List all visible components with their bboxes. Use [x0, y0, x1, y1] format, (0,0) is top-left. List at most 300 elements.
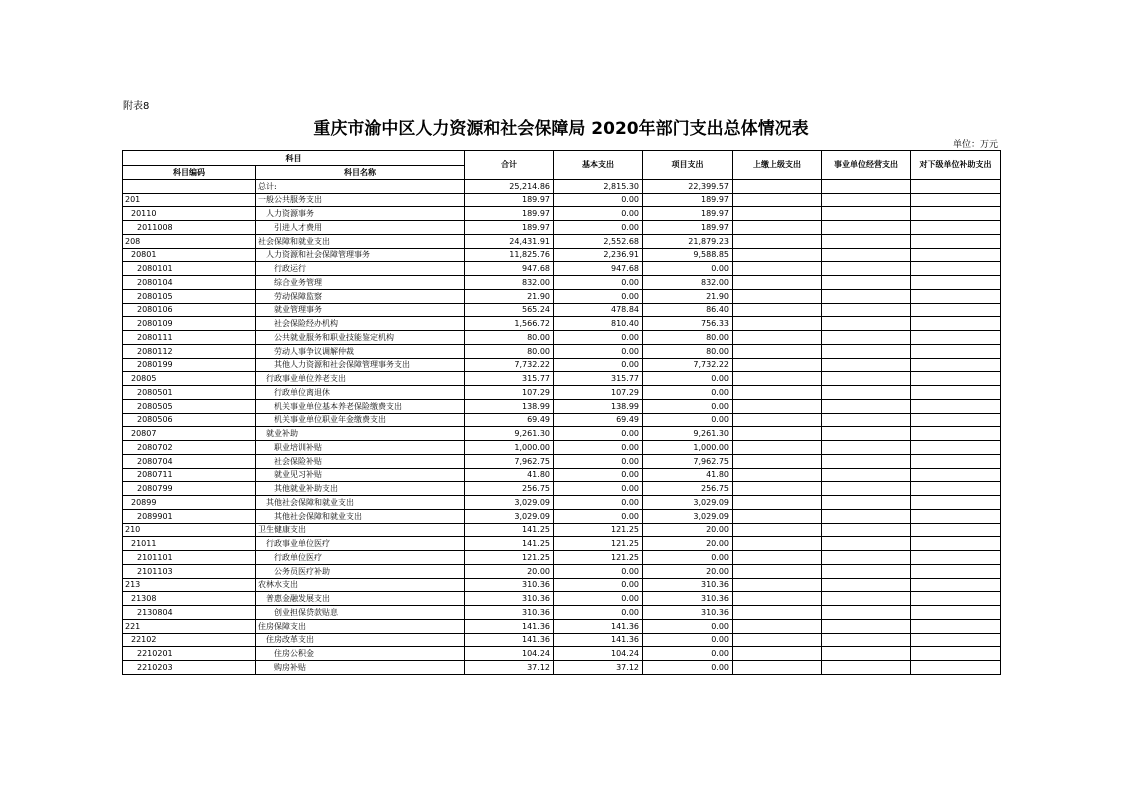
cell-subsidy	[911, 289, 1001, 303]
cell-subsidy	[911, 661, 1001, 675]
cell-name: 住房保障支出	[256, 619, 465, 633]
cell-name: 其他就业补助支出	[256, 482, 465, 496]
cell-upper	[733, 606, 822, 620]
cell-subsidy	[911, 317, 1001, 331]
cell-name: 住房改革支出	[256, 633, 465, 647]
cell-subsidy	[911, 441, 1001, 455]
cell-upper	[733, 386, 822, 400]
table-row	[123, 179, 1001, 193]
table-body	[123, 179, 1001, 674]
cell-total: 189.97	[465, 221, 554, 235]
cell-basic: 121.25	[554, 551, 643, 565]
cell-project: 22,399.57	[643, 179, 733, 193]
cell-total: 138.99	[465, 399, 554, 413]
cell-project: 0.00	[643, 619, 733, 633]
cell-upper	[733, 234, 822, 248]
cell-code: 22102	[123, 633, 256, 647]
page-title: 重庆市渝中区人力资源和社会保障局 2020年部门支出总体情况表	[313, 119, 809, 139]
cell-code: 2080109	[123, 317, 256, 331]
cell-project: 7,962.75	[643, 454, 733, 468]
cell-name: 劳动保障监察	[256, 289, 465, 303]
cell-subsidy	[911, 207, 1001, 221]
cell-business	[822, 248, 911, 262]
cell-code: 20807	[123, 427, 256, 441]
cell-basic: 0.00	[554, 454, 643, 468]
cell-total: 141.25	[465, 537, 554, 551]
cell-upper	[733, 221, 822, 235]
table-header	[123, 151, 1001, 180]
header-upper: 上缴上级支出	[733, 151, 822, 180]
cell-business	[822, 454, 911, 468]
cell-upper	[733, 427, 822, 441]
cell-total: 189.97	[465, 193, 554, 207]
cell-total: 189.97	[465, 207, 554, 221]
cell-code: 2089901	[123, 509, 256, 523]
cell-subsidy	[911, 509, 1001, 523]
cell-project: 9,261.30	[643, 427, 733, 441]
cell-total: 141.25	[465, 523, 554, 537]
cell-business	[822, 592, 911, 606]
cell-upper	[733, 262, 822, 276]
cell-code: 2080105	[123, 289, 256, 303]
cell-basic: 107.29	[554, 386, 643, 400]
cell-total: 310.36	[465, 578, 554, 592]
header-business: 事业单位经营支出	[822, 151, 911, 180]
cell-name: 创业担保贷款贴息	[256, 606, 465, 620]
cell-subsidy	[911, 454, 1001, 468]
cell-subsidy	[911, 358, 1001, 372]
cell-total: 9,261.30	[465, 427, 554, 441]
cell-total: 141.36	[465, 633, 554, 647]
cell-code: 2080501	[123, 386, 256, 400]
cell-project: 86.40	[643, 303, 733, 317]
cell-project: 0.00	[643, 661, 733, 675]
cell-upper	[733, 564, 822, 578]
cell-project: 0.00	[643, 386, 733, 400]
cell-total: 3,029.09	[465, 496, 554, 510]
cell-total: 141.36	[465, 619, 554, 633]
cell-total: 25,214.86	[465, 179, 554, 193]
table-row	[123, 647, 1001, 661]
cell-code: 20899	[123, 496, 256, 510]
cell-upper	[733, 482, 822, 496]
cell-basic: 0.00	[554, 221, 643, 235]
cell-subsidy	[911, 248, 1001, 262]
cell-code: 2080111	[123, 331, 256, 345]
cell-business	[822, 523, 911, 537]
cell-total: 832.00	[465, 276, 554, 290]
cell-project: 20.00	[643, 523, 733, 537]
unit-label: 单位：万元	[952, 140, 998, 150]
cell-upper	[733, 207, 822, 221]
cell-project: 0.00	[643, 372, 733, 386]
cell-business	[822, 468, 911, 482]
cell-basic: 104.24	[554, 647, 643, 661]
cell-business	[822, 234, 911, 248]
cell-basic: 0.00	[554, 207, 643, 221]
header-subject: 科目	[123, 151, 465, 166]
cell-basic: 69.49	[554, 413, 643, 427]
cell-name: 综合业务管理	[256, 276, 465, 290]
cell-project: 189.97	[643, 207, 733, 221]
cell-name: 行政单位医疗	[256, 551, 465, 565]
expenditure-table	[122, 150, 1001, 675]
cell-business	[822, 564, 911, 578]
cell-business	[822, 179, 911, 193]
cell-name: 普惠金融发展支出	[256, 592, 465, 606]
table-row	[123, 578, 1001, 592]
cell-upper	[733, 551, 822, 565]
cell-code: 2210203	[123, 661, 256, 675]
cell-subsidy	[911, 221, 1001, 235]
cell-subsidy	[911, 262, 1001, 276]
cell-upper	[733, 647, 822, 661]
cell-subsidy	[911, 564, 1001, 578]
cell-project: 0.00	[643, 647, 733, 661]
cell-code: 2080199	[123, 358, 256, 372]
cell-name: 就业见习补贴	[256, 468, 465, 482]
cell-business	[822, 303, 911, 317]
cell-basic: 141.36	[554, 633, 643, 647]
cell-code: 2011008	[123, 221, 256, 235]
cell-name: 人力资源事务	[256, 207, 465, 221]
cell-upper	[733, 454, 822, 468]
cell-code: 2210201	[123, 647, 256, 661]
cell-subsidy	[911, 592, 1001, 606]
cell-total: 7,962.75	[465, 454, 554, 468]
cell-code	[123, 179, 256, 193]
cell-code: 201	[123, 193, 256, 207]
cell-basic: 0.00	[554, 344, 643, 358]
cell-code: 2101101	[123, 551, 256, 565]
cell-code: 2080704	[123, 454, 256, 468]
table-row	[123, 331, 1001, 345]
cell-upper	[733, 537, 822, 551]
cell-name: 机关事业单位基本养老保险缴费支出	[256, 399, 465, 413]
cell-project: 0.00	[643, 413, 733, 427]
cell-name: 卫生健康支出	[256, 523, 465, 537]
cell-project: 310.36	[643, 606, 733, 620]
cell-name: 农林水支出	[256, 578, 465, 592]
table-row	[123, 413, 1001, 427]
cell-business	[822, 289, 911, 303]
cell-total: 104.24	[465, 647, 554, 661]
cell-total: 80.00	[465, 331, 554, 345]
table-row	[123, 633, 1001, 647]
cell-upper	[733, 372, 822, 386]
cell-business	[822, 619, 911, 633]
cell-total: 24,431.91	[465, 234, 554, 248]
cell-name: 职业培训补贴	[256, 441, 465, 455]
cell-upper	[733, 344, 822, 358]
cell-total: 107.29	[465, 386, 554, 400]
cell-project: 0.00	[643, 633, 733, 647]
cell-name: 住房公积金	[256, 647, 465, 661]
cell-upper	[733, 303, 822, 317]
cell-subsidy	[911, 427, 1001, 441]
cell-name: 行政事业单位养老支出	[256, 372, 465, 386]
cell-business	[822, 344, 911, 358]
cell-business	[822, 661, 911, 675]
cell-code: 2130804	[123, 606, 256, 620]
cell-basic: 478.84	[554, 303, 643, 317]
cell-business	[822, 262, 911, 276]
cell-subsidy	[911, 331, 1001, 345]
cell-business	[822, 317, 911, 331]
cell-name: 购房补贴	[256, 661, 465, 675]
cell-business	[822, 399, 911, 413]
cell-basic: 2,815.30	[554, 179, 643, 193]
table-row	[123, 262, 1001, 276]
cell-business	[822, 413, 911, 427]
cell-basic: 0.00	[554, 468, 643, 482]
cell-code: 2080702	[123, 441, 256, 455]
cell-name: 社会保险经办机构	[256, 317, 465, 331]
cell-name: 就业管理事务	[256, 303, 465, 317]
cell-basic: 0.00	[554, 592, 643, 606]
cell-project: 21,879.23	[643, 234, 733, 248]
cell-code: 2080799	[123, 482, 256, 496]
cell-code: 213	[123, 578, 256, 592]
cell-project: 0.00	[643, 551, 733, 565]
cell-name: 社会保障和就业支出	[256, 234, 465, 248]
cell-subsidy	[911, 344, 1001, 358]
cell-upper	[733, 468, 822, 482]
cell-total: 947.68	[465, 262, 554, 276]
cell-basic: 0.00	[554, 193, 643, 207]
cell-upper	[733, 248, 822, 262]
cell-upper	[733, 399, 822, 413]
cell-business	[822, 358, 911, 372]
cell-total: 69.49	[465, 413, 554, 427]
cell-business	[822, 331, 911, 345]
cell-total: 565.24	[465, 303, 554, 317]
cell-project: 0.00	[643, 262, 733, 276]
cell-subsidy	[911, 633, 1001, 647]
cell-total: 7,732.22	[465, 358, 554, 372]
cell-subsidy	[911, 537, 1001, 551]
cell-basic: 0.00	[554, 606, 643, 620]
cell-upper	[733, 441, 822, 455]
cell-name: 人力资源和社会保障管理事务	[256, 248, 465, 262]
cell-upper	[733, 661, 822, 675]
cell-subsidy	[911, 386, 1001, 400]
table-row	[123, 399, 1001, 413]
cell-project: 7,732.22	[643, 358, 733, 372]
cell-business	[822, 537, 911, 551]
cell-subsidy	[911, 606, 1001, 620]
cell-total: 3,029.09	[465, 509, 554, 523]
cell-total: 1,000.00	[465, 441, 554, 455]
cell-business	[822, 372, 911, 386]
cell-subsidy	[911, 482, 1001, 496]
table-row	[123, 661, 1001, 675]
cell-business	[822, 496, 911, 510]
table-row	[123, 441, 1001, 455]
cell-business	[822, 551, 911, 565]
table-row	[123, 289, 1001, 303]
cell-subsidy	[911, 523, 1001, 537]
cell-project: 756.33	[643, 317, 733, 331]
cell-upper	[733, 496, 822, 510]
cell-business	[822, 633, 911, 647]
cell-name: 一般公共服务支出	[256, 193, 465, 207]
cell-project: 189.97	[643, 193, 733, 207]
cell-name: 行政单位离退休	[256, 386, 465, 400]
cell-total: 80.00	[465, 344, 554, 358]
cell-basic: 2,552.68	[554, 234, 643, 248]
table-row	[123, 482, 1001, 496]
table-row	[123, 207, 1001, 221]
table-row	[123, 221, 1001, 235]
cell-project: 80.00	[643, 344, 733, 358]
cell-project: 41.80	[643, 468, 733, 482]
table-row	[123, 619, 1001, 633]
table-row	[123, 372, 1001, 386]
cell-basic: 0.00	[554, 441, 643, 455]
table-row	[123, 234, 1001, 248]
cell-code: 2080101	[123, 262, 256, 276]
cell-code: 208	[123, 234, 256, 248]
cell-project: 9,588.85	[643, 248, 733, 262]
cell-subsidy	[911, 179, 1001, 193]
cell-name: 就业补助	[256, 427, 465, 441]
cell-basic: 121.25	[554, 523, 643, 537]
cell-project: 3,029.09	[643, 509, 733, 523]
cell-basic: 0.00	[554, 427, 643, 441]
cell-upper	[733, 509, 822, 523]
cell-basic: 0.00	[554, 509, 643, 523]
cell-business	[822, 427, 911, 441]
header-project: 项目支出	[643, 151, 733, 180]
cell-code: 2080112	[123, 344, 256, 358]
cell-code: 2080506	[123, 413, 256, 427]
cell-business	[822, 193, 911, 207]
table-row	[123, 358, 1001, 372]
cell-project: 310.36	[643, 578, 733, 592]
cell-name: 劳动人事争议调解仲裁	[256, 344, 465, 358]
cell-project: 1,000.00	[643, 441, 733, 455]
cell-subsidy	[911, 468, 1001, 482]
cell-business	[822, 578, 911, 592]
cell-name: 机关事业单位职业年金缴费支出	[256, 413, 465, 427]
cell-basic: 121.25	[554, 537, 643, 551]
cell-basic: 947.68	[554, 262, 643, 276]
cell-upper	[733, 193, 822, 207]
header-total: 合计	[465, 151, 554, 180]
cell-name: 社会保险补贴	[256, 454, 465, 468]
cell-basic: 37.12	[554, 661, 643, 675]
table-row	[123, 523, 1001, 537]
header-basic: 基本支出	[554, 151, 643, 180]
cell-basic: 0.00	[554, 358, 643, 372]
cell-name: 公共就业服务和职业技能鉴定机构	[256, 331, 465, 345]
table-row	[123, 427, 1001, 441]
table-row	[123, 276, 1001, 290]
cell-name: 公务员医疗补助	[256, 564, 465, 578]
cell-code: 21011	[123, 537, 256, 551]
table-row	[123, 193, 1001, 207]
cell-name: 总计:	[256, 179, 465, 193]
cell-name: 引进人才费用	[256, 221, 465, 235]
table-row	[123, 454, 1001, 468]
cell-code: 2080711	[123, 468, 256, 482]
cell-business	[822, 441, 911, 455]
table-row	[123, 344, 1001, 358]
table-row	[123, 592, 1001, 606]
cell-basic: 810.40	[554, 317, 643, 331]
cell-project: 20.00	[643, 564, 733, 578]
cell-name: 其他社会保障和就业支出	[256, 509, 465, 523]
cell-basic: 0.00	[554, 578, 643, 592]
cell-code: 2080106	[123, 303, 256, 317]
cell-basic: 0.00	[554, 496, 643, 510]
cell-total: 315.77	[465, 372, 554, 386]
cell-business	[822, 606, 911, 620]
header-subsidy: 对下级单位补助支出	[911, 151, 1001, 180]
cell-total: 256.75	[465, 482, 554, 496]
table-row	[123, 551, 1001, 565]
cell-project: 189.97	[643, 221, 733, 235]
cell-project: 80.00	[643, 331, 733, 345]
cell-business	[822, 509, 911, 523]
cell-basic: 0.00	[554, 331, 643, 345]
cell-basic: 141.36	[554, 619, 643, 633]
table-row	[123, 606, 1001, 620]
cell-subsidy	[911, 647, 1001, 661]
cell-code: 2080505	[123, 399, 256, 413]
cell-name: 行政运行	[256, 262, 465, 276]
cell-project: 20.00	[643, 537, 733, 551]
cell-total: 310.36	[465, 606, 554, 620]
cell-subsidy	[911, 496, 1001, 510]
cell-name: 其他社会保障和就业支出	[256, 496, 465, 510]
table-row	[123, 496, 1001, 510]
cell-code: 20110	[123, 207, 256, 221]
cell-total: 1,566.72	[465, 317, 554, 331]
cell-code: 210	[123, 523, 256, 537]
cell-business	[822, 647, 911, 661]
cell-total: 310.36	[465, 592, 554, 606]
annex-label: 附表8	[123, 101, 150, 112]
cell-upper	[733, 578, 822, 592]
cell-total: 20.00	[465, 564, 554, 578]
cell-business	[822, 221, 911, 235]
cell-code: 2101103	[123, 564, 256, 578]
cell-total: 11,825.76	[465, 248, 554, 262]
cell-upper	[733, 619, 822, 633]
cell-total: 41.80	[465, 468, 554, 482]
table-row	[123, 509, 1001, 523]
cell-total: 121.25	[465, 551, 554, 565]
cell-business	[822, 482, 911, 496]
cell-project: 21.90	[643, 289, 733, 303]
header-code: 科目编码	[123, 166, 256, 180]
table-row	[123, 468, 1001, 482]
cell-upper	[733, 331, 822, 345]
cell-subsidy	[911, 399, 1001, 413]
cell-project: 256.75	[643, 482, 733, 496]
cell-subsidy	[911, 234, 1001, 248]
cell-basic: 0.00	[554, 289, 643, 303]
cell-basic: 315.77	[554, 372, 643, 386]
cell-basic: 0.00	[554, 564, 643, 578]
cell-project: 0.00	[643, 399, 733, 413]
cell-subsidy	[911, 578, 1001, 592]
cell-subsidy	[911, 413, 1001, 427]
table-row	[123, 564, 1001, 578]
table-row	[123, 537, 1001, 551]
